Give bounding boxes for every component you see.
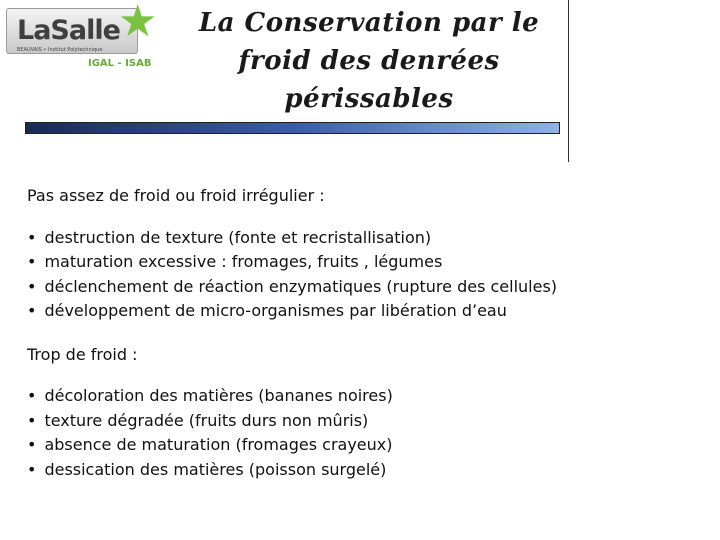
title-divider-bar	[25, 122, 560, 134]
title-line-2: froid des denrées	[238, 46, 500, 76]
star-icon: ★	[118, 0, 158, 47]
vertical-divider	[568, 0, 569, 162]
list-item: • décoloration des matières (bananes noires)	[27, 384, 707, 409]
title-line-3: périssables	[284, 84, 454, 114]
list-item: • dessication des matières (poisson surgelé)	[27, 458, 707, 483]
list-item: • texture dégradée (fruits durs non mûris)	[27, 409, 707, 434]
list-item: • développement de micro-organismes par libération d’eau	[27, 299, 707, 324]
section-heading-excess-cold: Trop de froid :	[27, 344, 138, 364]
logo-subtitle: BEAUVAIS • Institut Polytechnique	[17, 47, 103, 53]
list-item: • maturation excessive : fromages, fruits , légumes	[27, 250, 707, 275]
list-item: • absence de maturation (fromages crayeux)	[27, 433, 707, 458]
insufficient-cold-list	[27, 226, 707, 324]
logo-tagline: IGAL - ISAB	[88, 58, 152, 69]
list-item: • destruction de texture (fonte et recristallisation)	[27, 226, 707, 251]
slide-body	[27, 184, 707, 482]
list-item: • déclenchement de réaction enzymatiques (rupture des cellules)	[27, 275, 707, 300]
section-heading-insufficient-cold: Pas assez de froid ou froid irrégulier :	[27, 186, 325, 205]
excess-cold-list	[27, 384, 707, 482]
lasalle-logo	[2, 2, 172, 74]
logo-wordmark: LaSalle	[17, 15, 120, 46]
slide-title	[176, 4, 562, 118]
title-line-1: La Conservation par le	[198, 8, 540, 38]
